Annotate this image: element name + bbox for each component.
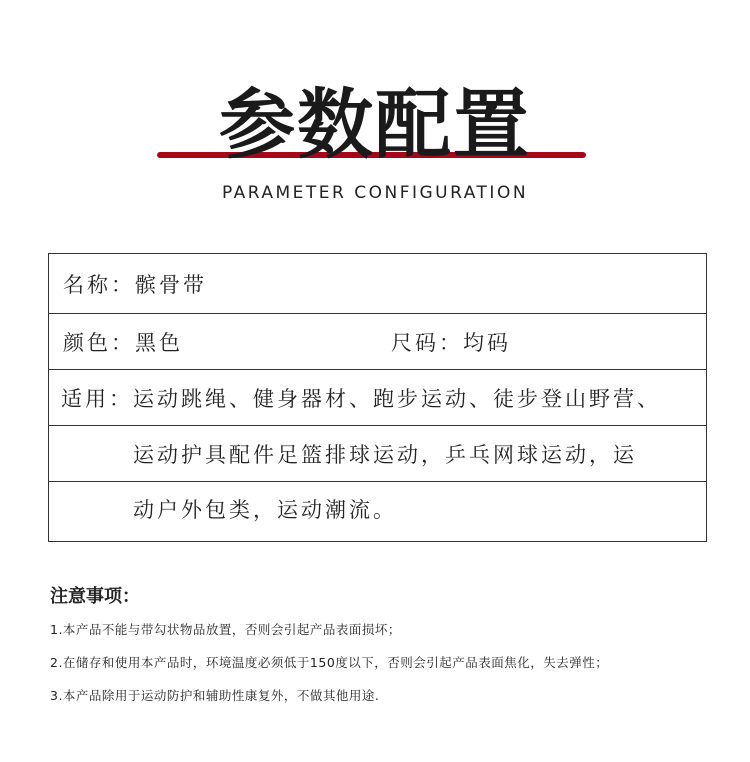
row-name bbox=[49, 254, 706, 314]
note-item: 2.在储存和使用本产品时，环境温度必须低于150度以下，否则会引起产品表面焦化，失去弹性； bbox=[50, 655, 609, 670]
row-usage-2 bbox=[49, 426, 706, 482]
usage-line-2: 运动护具配件足篮排球运动，乒乓网球运动，运 bbox=[133, 442, 637, 467]
page-title: 参数配置 bbox=[219, 80, 531, 169]
parameter-table bbox=[48, 253, 707, 542]
name-value: 名称：髌骨带 bbox=[63, 272, 207, 297]
row-color-size bbox=[49, 314, 706, 370]
row-usage-1 bbox=[49, 370, 706, 426]
usage-line-3: 动户外包类，运动潮流。 bbox=[133, 497, 397, 522]
note-item: 3.本产品除用于运动防护和辅助性康复外，不做其他用途. bbox=[50, 688, 380, 703]
size-value: 尺码：均码 bbox=[391, 330, 511, 355]
note-item: 1.本产品不能与带勾状物品放置，否则会引起产品表面损坏； bbox=[50, 622, 401, 637]
page-subtitle: PARAMETER CONFIGURATION bbox=[221, 183, 529, 203]
notes-title: 注意事项： bbox=[50, 586, 140, 607]
usage-line-1: 适用：运动跳绳、健身器材、跑步运动、徒步登山野营、 bbox=[61, 386, 661, 411]
color-value: 颜色：黑色 bbox=[63, 330, 183, 355]
row-usage-3 bbox=[49, 482, 706, 541]
